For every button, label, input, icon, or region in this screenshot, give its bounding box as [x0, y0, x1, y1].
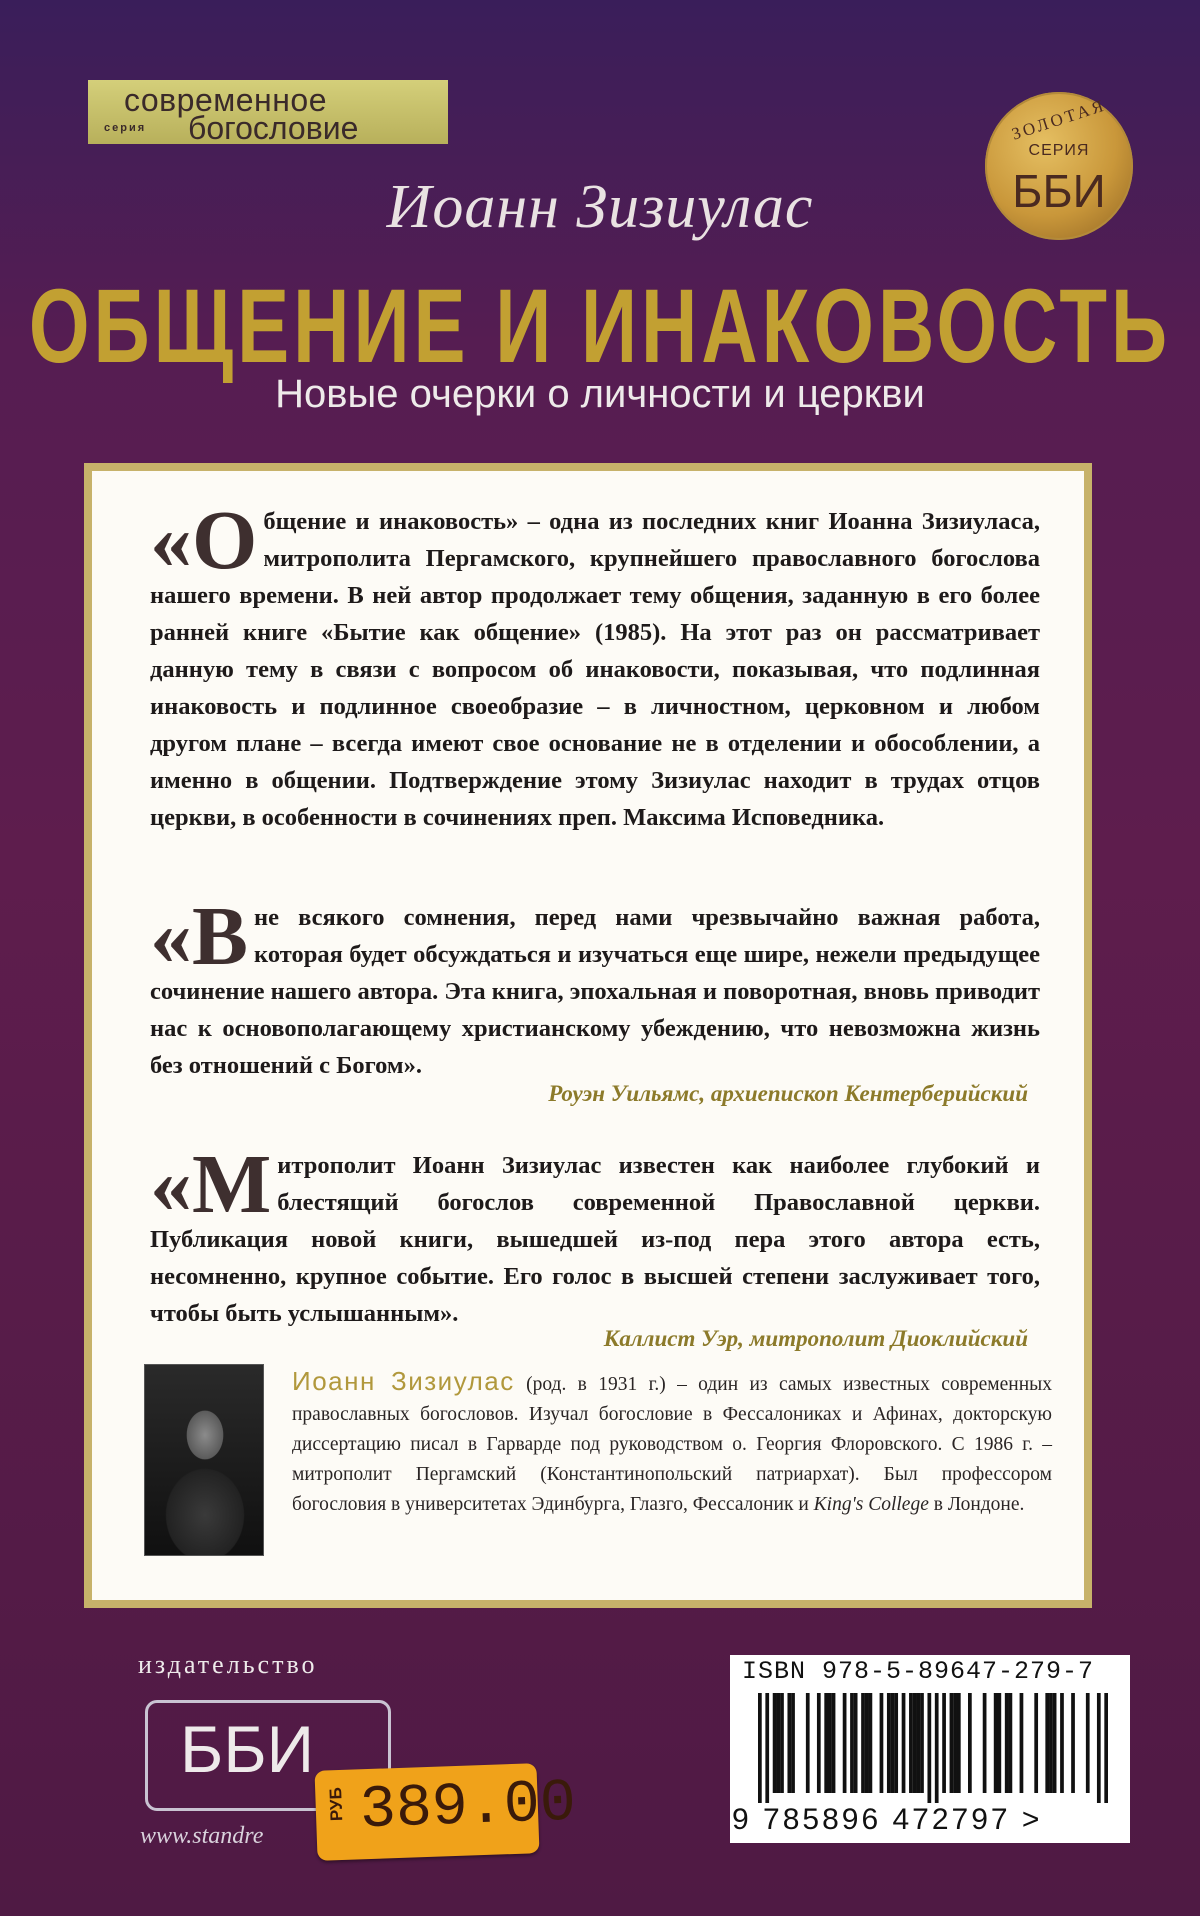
barcode-bar: [887, 1693, 891, 1793]
review-panel: [84, 463, 1092, 1608]
series-line-1: современное: [124, 82, 327, 118]
barcode-bar: [983, 1693, 987, 1793]
quote-3-dropcap: «М: [150, 1138, 272, 1231]
quote-3: [150, 1138, 1040, 1332]
barcode-bar: [865, 1693, 869, 1793]
bio-author-name: Иоанн Зизиулас: [292, 1366, 515, 1396]
barcode-bar: [909, 1693, 913, 1793]
barcode-bar: [765, 1693, 769, 1803]
quote-3-attribution: Каллист Уэр, митрополит Диоклийский: [603, 1326, 1028, 1351]
barcode-bar: [891, 1693, 895, 1793]
barcode-bar: [824, 1693, 828, 1793]
barcode-bar: [935, 1693, 939, 1803]
barcode-bar: [957, 1693, 961, 1793]
barcode-bar: [1009, 1693, 1013, 1793]
barcode-bar: [880, 1693, 884, 1793]
series-badge: [88, 80, 448, 144]
barcode-bar: [913, 1693, 917, 1793]
isbn-barcode-block: [730, 1655, 1130, 1843]
quote-1-text: бщение и инаковость» – одна из последних книг Иоанна Зизиуласа, митрополита Пергамского, крупнейшего православного богослова нашего времени. В ней автор продолжает тему общения, заданную в его более ранней книге «Бытие как общение» (1985). На этот раз он рассматривает данную тему в связи с вопросом об инаковости, показывая, что подлинная инаковость и подлинное своеобразие – в личностном, церковном и любом другом плане – всегда имеют свое основание не в отделении и обособлении, а именно в общении. Подтверждение этому Зизиулас находит в трудах отцов церкви, в особенности в сочинениях преп. Максима Исповедника.: [150, 508, 1040, 831]
barcode-bar: [758, 1693, 762, 1803]
barcode-bar: [1045, 1693, 1049, 1793]
barcode-bar: [869, 1693, 873, 1793]
publisher-website: www.standre: [140, 1823, 264, 1849]
quote-2: [150, 890, 1040, 1084]
price-sticker: [314, 1763, 578, 1861]
barcode-bar: [927, 1693, 931, 1803]
barcode-bar: [902, 1693, 906, 1793]
author-bio: [292, 1366, 1052, 1520]
barcode-bar: [1049, 1693, 1053, 1793]
medallion-bottom: ББИ: [1012, 165, 1106, 217]
barcode-bar: [1086, 1693, 1090, 1793]
barcode-bar: [1071, 1693, 1075, 1793]
barcode-bar: [968, 1693, 972, 1793]
barcode: [758, 1693, 1108, 1803]
author-name: Иоанн Зизиулас: [386, 173, 814, 241]
barcode-bar: [806, 1693, 810, 1793]
series-line-2: богословие: [188, 110, 359, 146]
price-value: 389.00: [358, 1769, 578, 1846]
barcode-bar: [994, 1693, 998, 1793]
barcode-bar: [1020, 1693, 1024, 1793]
barcode-bar: [1034, 1693, 1038, 1793]
publisher-label: издательство: [138, 1650, 318, 1679]
barcode-bar: [894, 1693, 898, 1793]
bio-college: King's College: [813, 1494, 929, 1515]
quote-2-attribution: Роуэн Уильямс, архиепископ Кентерберийский: [548, 1081, 1028, 1106]
barcode-bar: [832, 1693, 836, 1793]
barcode-bar: [942, 1693, 946, 1793]
barcode-bar: [916, 1693, 920, 1793]
book-subtitle: Новые очерки о личности и церкви: [275, 372, 925, 416]
barcode-digits: 9 785896 472797 >: [732, 1803, 1043, 1836]
price-currency: РУБ: [326, 1786, 347, 1822]
bio-tail: в Лондоне.: [928, 1494, 1025, 1515]
bio-text: (род. в 1931 г.) – один из самых известных современных православных богословов. Изучал богословие в Фессалониках и Афинах, докторскую диссертацию писал в Гарварде под руководством о. Георгия Флоровского. С 1986 г. – митрополит Пергамский (Константинопольский патриархат). Был профессором богословия в университетах Эдинбурга, Глазго, Фессалоник и: [292, 1374, 1052, 1515]
barcode-bar: [1053, 1693, 1057, 1793]
barcode-bar: [780, 1693, 784, 1793]
quote-1-dropcap: «О: [150, 494, 258, 587]
medallion-top: ЗОЛОТАЯ: [1009, 95, 1109, 144]
quote-2-text: не всякого сомнения, перед нами чрезвычайно важная работа, которая будет обсуждаться и изучаться еще шире, нежели предыдущее сочинение нашего автора. Эта книга, эпохальная и поворотная, вновь приводит нас к основополагающему христианскому убеждению, что невозможна жизнь без отношений с Богом».: [150, 904, 1040, 1079]
series-prefix: серия: [104, 122, 147, 134]
barcode-bar: [776, 1693, 780, 1793]
barcode-bar: [791, 1693, 795, 1793]
quote-1: [150, 494, 1040, 836]
barcode-bar: [1104, 1693, 1108, 1803]
barcode-bar: [1097, 1693, 1101, 1803]
barcode-bar: [1060, 1693, 1064, 1793]
barcode-bar: [950, 1693, 954, 1793]
barcode-bar: [1005, 1693, 1009, 1793]
quote-2-dropcap: «В: [150, 890, 249, 983]
barcode-bar: [953, 1693, 957, 1793]
book-title: ОБЩЕНИЕ И ИНАКОВОСТЬ: [28, 266, 1172, 386]
barcode-bar: [850, 1693, 854, 1793]
barcode-bar: [854, 1693, 858, 1793]
barcode-bar: [828, 1693, 832, 1793]
isbn-label: ISBN 978-5-89647-279-7: [742, 1657, 1095, 1686]
author-photo: [144, 1364, 264, 1556]
barcode-bar: [773, 1693, 777, 1793]
barcode-bar: [843, 1693, 847, 1793]
barcode-bar: [997, 1693, 1001, 1793]
publisher-name: ББИ: [180, 1712, 315, 1786]
medallion-middle: СЕРИЯ: [1028, 142, 1090, 159]
barcode-bar: [787, 1693, 791, 1793]
barcode-bar: [861, 1693, 865, 1793]
barcode-bar: [920, 1693, 924, 1793]
quote-3-text: итрополит Иоанн Зизиулас известен как наиболее глубокий и блестящий богослов современной Православной церкви. Публикация новой книги, вышедшей из-под пера этого автора есть, несомненно, крупное событие. Его голос в высшей степени заслуживает того, чтобы быть услышанным».: [150, 1152, 1040, 1327]
barcode-bar: [817, 1693, 821, 1793]
